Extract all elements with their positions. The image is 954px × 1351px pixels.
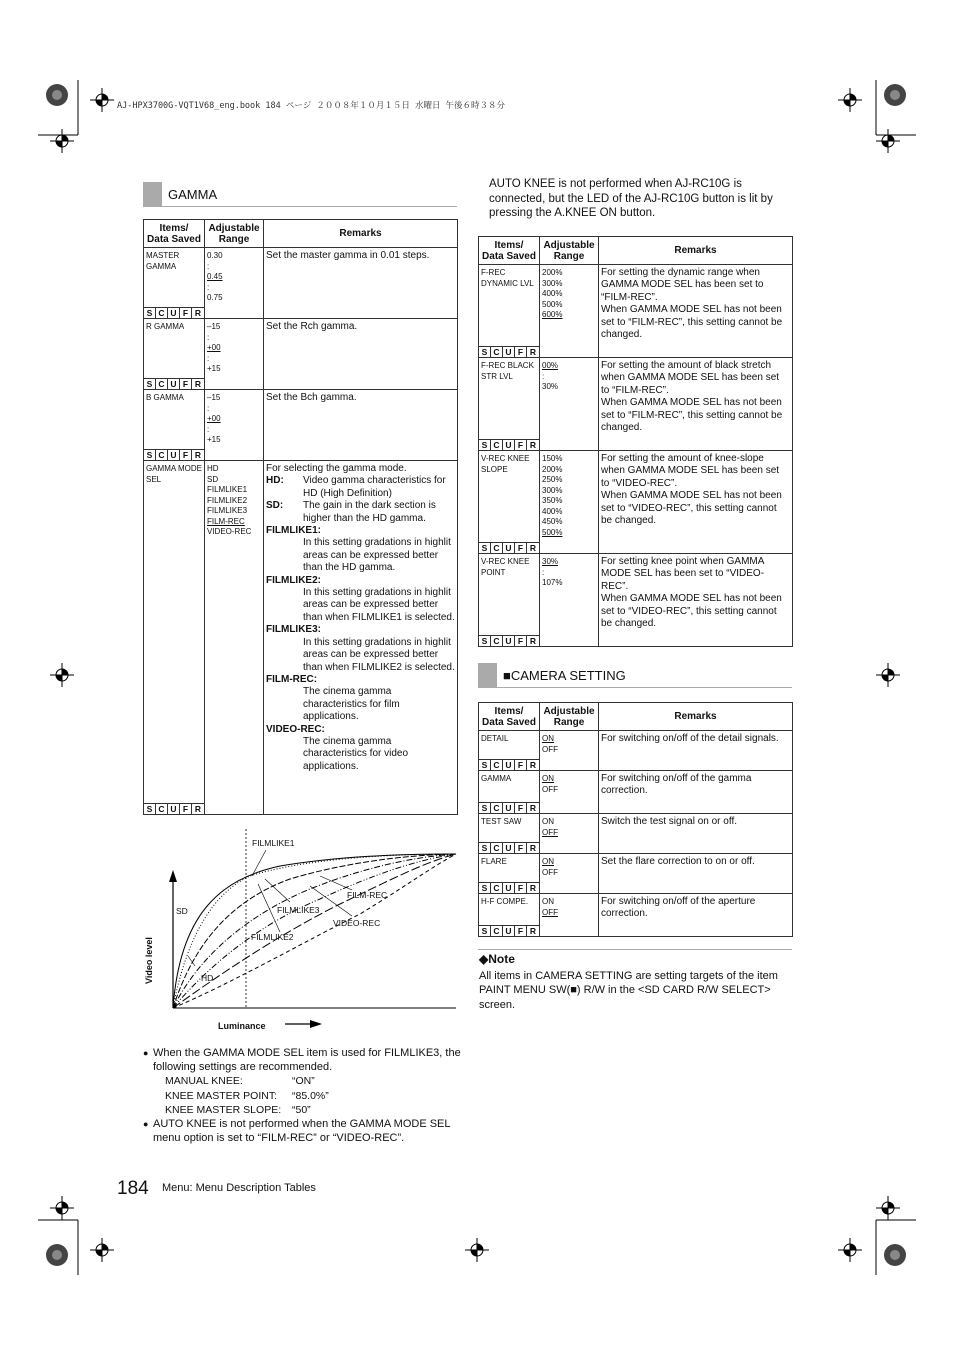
gamma-mode-intro: For selecting the gamma mode. — [266, 463, 407, 474]
data-saved-flags — [479, 802, 539, 813]
film-video-rec-table — [478, 236, 793, 647]
data-saved-flag: U — [503, 926, 515, 936]
data-saved-flag: F — [515, 926, 527, 936]
data-saved-flags — [479, 542, 539, 553]
item-name-line: GAMMA — [481, 774, 512, 783]
range-cell — [205, 248, 264, 319]
range-cell — [205, 390, 264, 461]
range-value: 400% — [542, 506, 563, 516]
table-row — [144, 319, 458, 390]
data-saved-flag: C — [491, 926, 503, 936]
data-saved-flag: F — [180, 308, 192, 318]
data-saved-flags — [479, 925, 539, 936]
range-value: : — [542, 371, 545, 381]
book-header-line: AJ-HPX3700G-VQT1V68_eng.book 184 ページ ２００８年１０月１５日 水曜日 午後６時３８分 — [117, 101, 506, 111]
data-saved-flag: R — [529, 803, 537, 813]
table-header-row — [479, 237, 793, 265]
data-saved-flag: C — [491, 883, 503, 893]
item-name-line: DETAIL — [481, 734, 509, 743]
item-name-line: MASTER — [146, 251, 180, 260]
setting-row: KNEE MASTER POINT: “85.0%” — [165, 1089, 329, 1102]
range-value: OFF — [542, 867, 558, 877]
range-value: HD — [207, 464, 219, 473]
col-header-range: Adjustable Range — [205, 220, 264, 248]
item-cell — [479, 358, 540, 451]
range-value: +15 — [207, 435, 221, 444]
data-saved-flags — [479, 346, 539, 357]
item-cell — [479, 854, 540, 894]
range-cell — [540, 814, 599, 854]
range-value: VIDEO-REC — [207, 527, 252, 536]
y-axis-label: Video level — [144, 937, 154, 984]
item-name-line: F-REC BLACK — [481, 361, 534, 370]
range-value: 107% — [542, 578, 563, 587]
data-saved-flag: S — [479, 543, 491, 553]
item-name-line: DYNAMIC LVL — [481, 278, 534, 288]
item-cell — [479, 814, 540, 854]
remarks-cell: Set the Rch gamma. — [264, 319, 458, 390]
item-name-line: GAMMA MODE — [146, 464, 203, 473]
remarks-cell: For setting the amount of knee-slope when GAMMA MODE SEL has been set to “VIDEO-REC”. When GAMMA MODE SEL has not been set to “VIDEO-REC”, this setting cannot be changed. — [599, 451, 793, 554]
range-value: +15 — [207, 364, 221, 373]
range-value: 00% — [542, 361, 559, 370]
item-name-line: STR LVL — [481, 371, 513, 381]
data-saved-flag: S — [479, 926, 491, 936]
data-saved-flag: C — [491, 803, 503, 813]
range-value: 500% — [542, 527, 563, 537]
data-saved-flag: S — [479, 803, 491, 813]
range-cell — [540, 451, 599, 554]
data-saved-flags — [144, 449, 204, 460]
col-header-range: Adjustable Range — [540, 237, 599, 265]
item-cell — [479, 554, 540, 647]
remarks-cell: Switch the test signal on or off. — [599, 814, 793, 854]
range-cell — [205, 319, 264, 390]
range-value: ON — [542, 774, 554, 783]
curve-sd — [173, 854, 456, 1008]
range-value: FILMLIKE3 — [207, 506, 248, 515]
definition-text: The cinema gamma characteristics for film applications. — [303, 686, 400, 723]
range-value: FILM-REC — [207, 516, 245, 526]
range-value: 0.75 — [207, 293, 223, 302]
range-value: FILMLIKE1 — [207, 485, 248, 494]
data-saved-flags — [144, 803, 204, 814]
data-saved-flag: U — [503, 760, 515, 770]
range-value: 200% — [542, 464, 563, 474]
col-header-remarks: Remarks — [599, 237, 793, 265]
data-saved-flags — [479, 842, 539, 853]
table-row — [479, 731, 793, 771]
data-saved-flag: U — [168, 308, 180, 318]
curve-filmlike3 — [173, 854, 456, 1008]
data-saved-flag: U — [503, 843, 515, 853]
data-saved-flag: F — [515, 636, 527, 646]
range-value: +00 — [207, 343, 221, 352]
table-header-row — [144, 220, 458, 248]
range-value: ON — [542, 734, 554, 743]
item-name-line: POINT — [481, 567, 506, 577]
range-cell — [540, 358, 599, 451]
table-row — [144, 390, 458, 461]
data-saved-flag: U — [503, 543, 515, 553]
curve-filmlike1 — [173, 854, 456, 1008]
data-saved-flag: S — [479, 843, 491, 853]
definition-term: FILMLIKE2: — [266, 574, 321, 586]
data-saved-flag: F — [515, 440, 527, 450]
item-cell — [144, 461, 205, 815]
table-row — [479, 894, 793, 937]
data-saved-flag: C — [156, 804, 168, 814]
item-name-line: B GAMMA — [146, 393, 184, 402]
data-saved-flag: U — [503, 883, 515, 893]
range-value: SD — [207, 474, 219, 484]
item-cell — [479, 731, 540, 771]
data-saved-flag: R — [194, 308, 202, 318]
data-saved-flags — [479, 759, 539, 770]
item-name-line: SEL — [146, 474, 162, 484]
item-name-line: V-REC KNEE — [481, 454, 530, 463]
data-saved-flag: C — [156, 308, 168, 318]
data-saved-flag: S — [479, 760, 491, 770]
range-value: 200% — [542, 268, 563, 277]
gamma-mode-remarks-cell — [264, 461, 458, 815]
definition-text: In this setting gradations in highlit areas can be expressed better than the HD gamma. — [303, 537, 451, 574]
table-row — [144, 461, 458, 815]
range-value: : — [207, 424, 210, 434]
data-saved-flag: F — [515, 883, 527, 893]
data-saved-flag: R — [194, 804, 202, 814]
remarks-cell: Set the master gamma in 0.01 steps. — [264, 248, 458, 319]
col-header-items: Items/ Data Saved — [479, 237, 540, 265]
item-name-line: F-REC — [481, 268, 506, 277]
data-saved-flag: U — [168, 379, 180, 389]
data-saved-flag: S — [479, 440, 491, 450]
range-value: OFF — [542, 744, 558, 754]
remarks-cell: Set the flare correction to on or off. — [599, 854, 793, 894]
item-name-line: GAMMA — [146, 261, 177, 271]
data-saved-flag: R — [194, 450, 202, 460]
luminance-arrowhead — [310, 1020, 322, 1028]
data-saved-flag: C — [491, 440, 503, 450]
curve-video-rec — [173, 854, 456, 1008]
item-cell — [144, 319, 205, 390]
data-saved-flags — [144, 307, 204, 318]
range-cell — [540, 731, 599, 771]
curve-label: FILMLIKE2 — [251, 932, 294, 942]
range-cell — [540, 894, 599, 937]
remarks-cell: For switching on/off of the detail signals. — [599, 731, 793, 771]
col-header-items: Items/ Data Saved — [144, 220, 205, 248]
definition-text: In this setting gradations in highlit areas can be expressed better than when FILMLIKE2 is selected. — [303, 636, 455, 673]
curve-label: VIDEO-REC — [333, 918, 381, 928]
col-header-range: Adjustable Range — [540, 703, 599, 731]
data-saved-flag: C — [156, 379, 168, 389]
data-saved-flag: S — [144, 308, 156, 318]
item-name-line: SLOPE — [481, 464, 508, 474]
y-axis-arrow — [169, 870, 177, 882]
x-axis-label: Luminance — [218, 1021, 266, 1031]
data-saved-flags — [479, 439, 539, 450]
data-saved-flag: F — [515, 803, 527, 813]
curve-label: FILM-REC — [347, 890, 388, 900]
range-value: FILMLIKE2 — [207, 495, 248, 505]
curve-hd — [173, 854, 456, 1008]
camera-setting-heading — [478, 663, 792, 688]
item-cell — [144, 390, 205, 461]
gamma-section-title: GAMMA — [168, 186, 218, 202]
range-cell — [205, 461, 264, 815]
setting-row: KNEE MASTER SLOPE: “50” — [165, 1103, 311, 1116]
range-value: OFF — [542, 784, 558, 794]
definition-term: FILMLIKE3: — [266, 624, 321, 636]
definition-text: In this setting gradations in highlit areas can be expressed better than when FILMLIKE1 is selected. — [303, 587, 455, 623]
table-row — [479, 814, 793, 854]
range-value: 150% — [542, 454, 563, 463]
data-saved-flag: S — [479, 883, 491, 893]
range-cell — [540, 771, 599, 814]
data-saved-flag: R — [529, 543, 537, 553]
item-cell — [479, 894, 540, 937]
data-saved-flag: U — [503, 636, 515, 646]
data-saved-flag: S — [144, 379, 156, 389]
range-value: : — [207, 261, 210, 271]
range-value: : — [207, 332, 210, 342]
data-saved-flag: R — [529, 760, 537, 770]
data-saved-flag: F — [180, 804, 192, 814]
curve-filmlike2 — [173, 854, 456, 1008]
data-saved-flag: S — [144, 804, 156, 814]
remarks-cell: For switching on/off of the gamma correction. — [599, 771, 793, 814]
range-value: ON — [542, 817, 554, 826]
item-cell — [479, 771, 540, 814]
data-saved-flags — [479, 882, 539, 893]
item-cell — [479, 265, 540, 358]
remarks-cell: Set the Bch gamma. — [264, 390, 458, 461]
data-saved-flag: F — [515, 760, 527, 770]
curve-label: FILMLIKE1 — [252, 838, 295, 848]
data-saved-flags — [479, 635, 539, 646]
item-name-line: TEST SAW — [481, 817, 522, 826]
col-header-items: Items/ Data Saved — [479, 703, 540, 731]
table-row — [144, 248, 458, 319]
item-cell — [479, 451, 540, 554]
gamma-notes — [143, 1046, 463, 1145]
data-saved-flag: C — [491, 543, 503, 553]
page-number: 184 — [117, 1178, 149, 1199]
range-cell — [540, 554, 599, 647]
table-row — [479, 451, 793, 554]
data-saved-flag: C — [491, 636, 503, 646]
range-value: OFF — [542, 827, 558, 837]
data-saved-flag: R — [194, 379, 202, 389]
data-saved-flag: R — [529, 843, 537, 853]
range-value: OFF — [542, 907, 558, 917]
range-value: : — [207, 353, 210, 363]
range-value: 0.30 — [207, 251, 223, 260]
data-saved-flag: U — [168, 804, 180, 814]
data-saved-flag: R — [529, 636, 537, 646]
range-value: 450% — [542, 517, 563, 526]
col-header-remarks: Remarks — [599, 703, 793, 731]
auto-knee-paragraph: AUTO KNEE is not performed when AJ-RC10G is connected, but the LED of the AJ-RC10G button is lit by pressing the A.KNEE ON button. — [489, 178, 773, 219]
note-divider — [478, 949, 792, 950]
item-name-line: V-REC KNEE — [481, 557, 530, 566]
definition-term: FILM-REC: — [266, 673, 318, 685]
data-saved-flag: F — [515, 843, 527, 853]
data-saved-flag: U — [503, 347, 515, 357]
table-row — [479, 854, 793, 894]
definition-term: VIDEO-REC: — [266, 723, 325, 735]
table-row — [479, 265, 793, 358]
range-value: 500% — [542, 299, 563, 309]
data-saved-flag: C — [491, 760, 503, 770]
definition-text: The cinema gamma characteristics for video applications. — [303, 735, 409, 772]
item-name-line: FLARE — [481, 857, 507, 866]
range-cell — [540, 265, 599, 358]
table-row — [479, 771, 793, 814]
data-saved-flag: R — [529, 926, 537, 936]
note-text: All items in CAMERA SETTING are setting targets of the item PAINT MENU SW(■) R/W in the <SD CARD R/W SELECT> screen. — [479, 970, 778, 1011]
data-saved-flag: R — [529, 440, 537, 450]
range-value: 600% — [542, 310, 563, 319]
data-saved-flag: F — [180, 450, 192, 460]
range-value: ON — [542, 897, 554, 906]
range-value: 30% — [542, 382, 559, 391]
range-value: 300% — [542, 485, 563, 495]
data-saved-flag: S — [479, 636, 491, 646]
data-saved-flag: C — [156, 450, 168, 460]
definition-hd: HD: Video gamma characteristics for HD (High Definition) — [266, 475, 446, 499]
range-cell — [540, 854, 599, 894]
curve-label: FILMLIKE3 — [277, 905, 320, 915]
range-value: : — [207, 403, 210, 413]
range-value: : — [207, 282, 210, 292]
table-row — [479, 554, 793, 647]
data-saved-flag: F — [180, 379, 192, 389]
range-value: 400% — [542, 289, 563, 298]
setting-row: MANUAL KNEE: “ON” — [165, 1075, 315, 1088]
range-value: 30% — [542, 557, 559, 566]
range-value: : — [542, 567, 545, 577]
data-saved-flag: C — [491, 347, 503, 357]
item-cell — [144, 248, 205, 319]
remarks-cell: For setting the dynamic range when GAMMA MODE SEL has been set to “FILM-REC”. When GAMMA MODE SEL has not been set to “FILM-REC”, this setting cannot be changed. — [599, 265, 793, 358]
curve-label: HD — [201, 973, 214, 983]
table-row — [479, 358, 793, 451]
data-saved-flag: C — [491, 843, 503, 853]
page-footer-title: Menu: Menu Description Tables — [162, 1182, 316, 1194]
range-value: –15 — [207, 322, 221, 331]
range-value: ON — [542, 857, 554, 866]
data-saved-flag: S — [479, 347, 491, 357]
gamma-section-heading — [143, 182, 457, 207]
table-header-row — [479, 703, 793, 731]
list-item: ● AUTO KNEE is not performed when the GAMMA MODE SEL menu option is set to “FILM-REC” or “VIDEO-REC”. — [143, 1118, 451, 1145]
data-saved-flag: S — [144, 450, 156, 460]
item-name-line: H-F COMPE. — [481, 897, 529, 906]
curve-label: SD — [176, 906, 188, 916]
range-value: 300% — [542, 278, 563, 288]
curve-film-rec — [173, 854, 456, 1008]
remarks-cell: For setting the amount of black stretch when GAMMA MODE SEL has been set to “FILM-REC”. When GAMMA MODE SEL has not been set to “FILM-REC”, this setting cannot be changed. — [599, 358, 793, 451]
col-header-remarks: Remarks — [264, 220, 458, 248]
section-bar-decoration — [143, 182, 162, 206]
data-saved-flag: U — [503, 803, 515, 813]
definition-term: FILMLIKE1: — [266, 525, 321, 537]
note-heading: ◆Note — [479, 952, 515, 966]
range-value: 250% — [542, 475, 563, 484]
remarks-cell: For setting knee point when GAMMA MODE SEL has been set to “VIDEO-REC”. When GAMMA MODE SEL has not been set to “VIDEO-REC”, this setting cannot be changed. — [599, 554, 793, 647]
remarks-cell: For switching on/off of the aperture correction. — [599, 894, 793, 937]
range-value: 0.45 — [207, 272, 223, 281]
data-saved-flag: U — [168, 450, 180, 460]
data-saved-flag: R — [529, 347, 537, 357]
gamma-table — [143, 219, 458, 815]
gamma-curve-diagram — [140, 824, 460, 1034]
data-saved-flag: F — [515, 543, 527, 553]
data-saved-flag: F — [515, 347, 527, 357]
definition-sd: SD: The gain in the dark section is higher than the HD gamma. — [266, 500, 436, 524]
range-value: –15 — [207, 393, 221, 402]
data-saved-flag: R — [529, 883, 537, 893]
item-name-line: R GAMMA — [146, 322, 185, 331]
camera-setting-table — [478, 702, 793, 937]
section-bar-decoration — [478, 663, 497, 687]
data-saved-flag: U — [503, 440, 515, 450]
range-value: 350% — [542, 496, 563, 505]
list-item: ● When the GAMMA MODE SEL item is used for FILMLIKE3, the following settings are recommended. — [143, 1047, 461, 1074]
range-value: +00 — [207, 414, 221, 423]
data-saved-flags — [144, 378, 204, 389]
camera-setting-title: ■CAMERA SETTING — [503, 667, 626, 683]
